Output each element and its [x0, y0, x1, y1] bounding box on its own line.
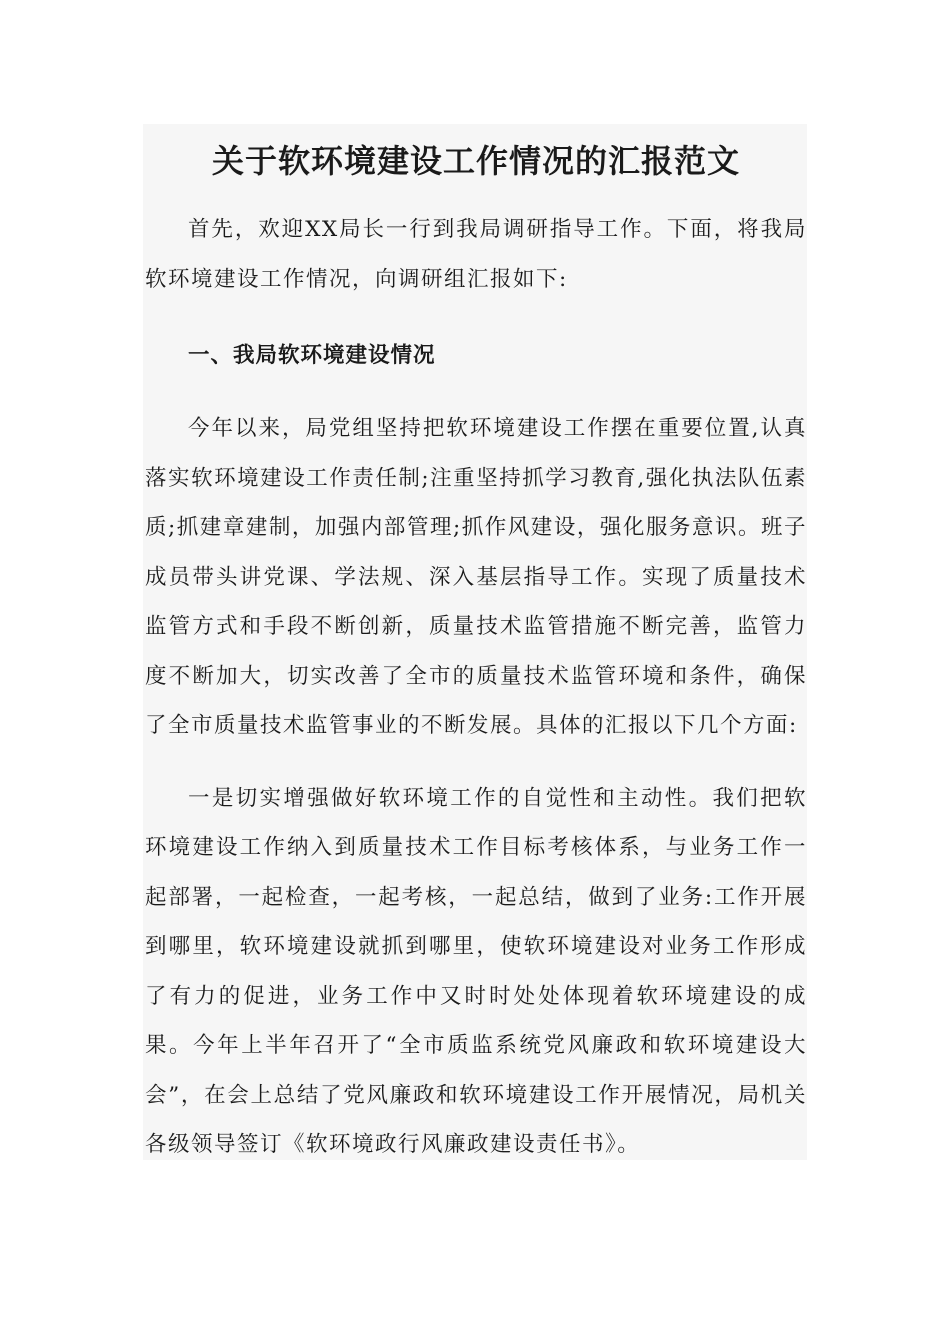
- document-title: 关于软环境建设工作情况的汇报范文: [211, 142, 740, 180]
- section-heading: 一、我局软环境建设情况: [188, 343, 436, 368]
- paragraph-overview: 今年以来，局党组坚持把软环境建设工作摆在重要位置,认真落实软环境建设工作责任制;注重坚持抓学习教育,强化执法队伍素质;抓建章建制，加强内部管理;抓作风建设，强化服务意识。班子成员带头讲党课、学法规、深入基层指导工作。实现了质量技术监管方式和手段不断创新，质量技术监管措施不断完善，监管力度不断加大，切实改善了全市的质量技术监管环境和条件，确保了全市质量技术监管事业的不断发展。具体的汇报以下几个方面:: [145, 416, 807, 738]
- paragraph-intro: 首先，欢迎XX局长一行到我局调研指导工作。下面，将我局软环境建设工作情况，向调研组汇报如下:: [145, 217, 807, 292]
- paragraph-point-one: 一是切实增强做好软环境工作的自觉性和主动性。我们把软环境建设工作纳入到质量技术工作目标考核体系，与业务工作一起部署，一起检查，一起考核，一起总结，做到了业务:工作开展到哪里，软环境建设就抓到哪里，使软环境建设对业务工作形成了有力的促进，业务工作中又时时处处体现着软环境建设的成果。今年上半年召开了“全市质监系统党风廉政和软环境建设大会”，在会上总结了党风廉政和软环境建设工作开展情况，局机关各级领导签订《软环境政行风廉政建设责任书》。: [145, 785, 807, 1157]
- document-body: [145, 124, 807, 1170]
